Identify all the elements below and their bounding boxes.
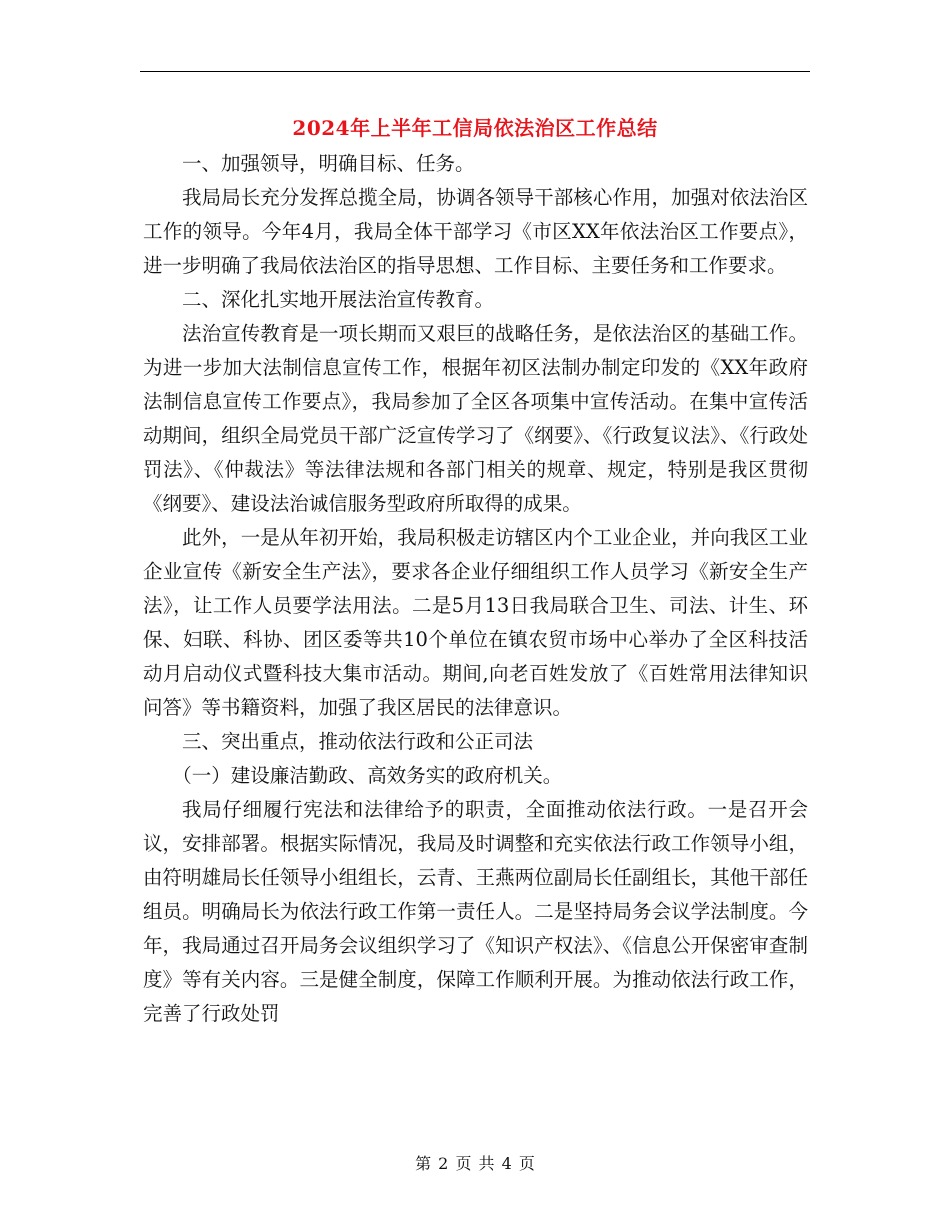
section-heading-1: 一、加强领导，明确目标、任务。 [182,152,475,175]
section-heading-2: 二、深化扎实地开展法治宣传教育。 [182,288,495,311]
paragraph-publicity: 法治宣传教育是一项长期而又艰巨的战略任务，是依法治区的基础工作。为进一步加大法制信息宣传工作，根据年初区法制办制定印发的《XX年政府法制信息宣传工作要点》，我局参加了全区各项集中宣传活动。在集中宣传活动期间，组织全局党员干部广泛宣传学习了《纲要》、《行政复议法》、《行政处罚法》、《仲裁法》等法律法规和各部门相关的规章、规定，特别是我区贯彻《纲要》、建设法治诚信服务型政府所取得的成果。 [143,322,808,515]
page-footer: 第 2 页 共 4 页 [415,1154,535,1173]
paragraph-additional: 此外，一是从年初开始，我局积极走访辖区内个工业企业，并向我区工业企业宣传《新安全生产法》，要求各企业仔细组织工作人员学习《新安全生产法》，让工作人员要学法用法。二是5月13日我局联合卫生、司法、计生、环保、妇联、科协、团区委等共10个单位在镇农贸市场中心举办了全区科技活动月启动仪式暨科技大集市活动。期间,向老百姓发放了《百姓常用法律知识问答》等书籍资料，加强了我区居民的法律意识。 [143,526,808,719]
subsection-heading-1: （一）建设廉洁勤政、高效务实的政府机关。 [172,764,563,787]
document-body [143,147,808,1031]
paragraph-leadership: 我局局长充分发挥总揽全局，协调各领导干部核心作用，加强对依法治区工作的领导。今年4月，我局全体干部学习《市区XX年依法治区工作要点》，进一步明确了我局依法治区的指导思想、工作目标、主要任务和工作要求。 [143,186,808,277]
paragraph-administration: 我局仔细履行宪法和法律给予的职责，全面推动依法行政。一是召开会议，安排部署。根据实际情况，我局及时调整和充实依法行政工作领导小组，由符明雄局长任领导小组组长，云青、王燕两位副局长任副组长，其他干部任组员。明确局长为依法行政工作第一责任人。二是坚持局务会议学法制度。今年，我局通过召开局务会议组织学习了《知识产权法》、《信息公开保密审查制度》等有关内容。三是健全制度，保障工作顺利开展。为推动依法行政工作，完善了行政处罚 [143,798,808,1025]
section-heading-3: 三、突出重点，推动依法行政和公正司法 [182,730,534,753]
document-title: 2024年上半年工信局依法治区工作总结 [292,116,658,140]
header-rule [140,71,810,72]
